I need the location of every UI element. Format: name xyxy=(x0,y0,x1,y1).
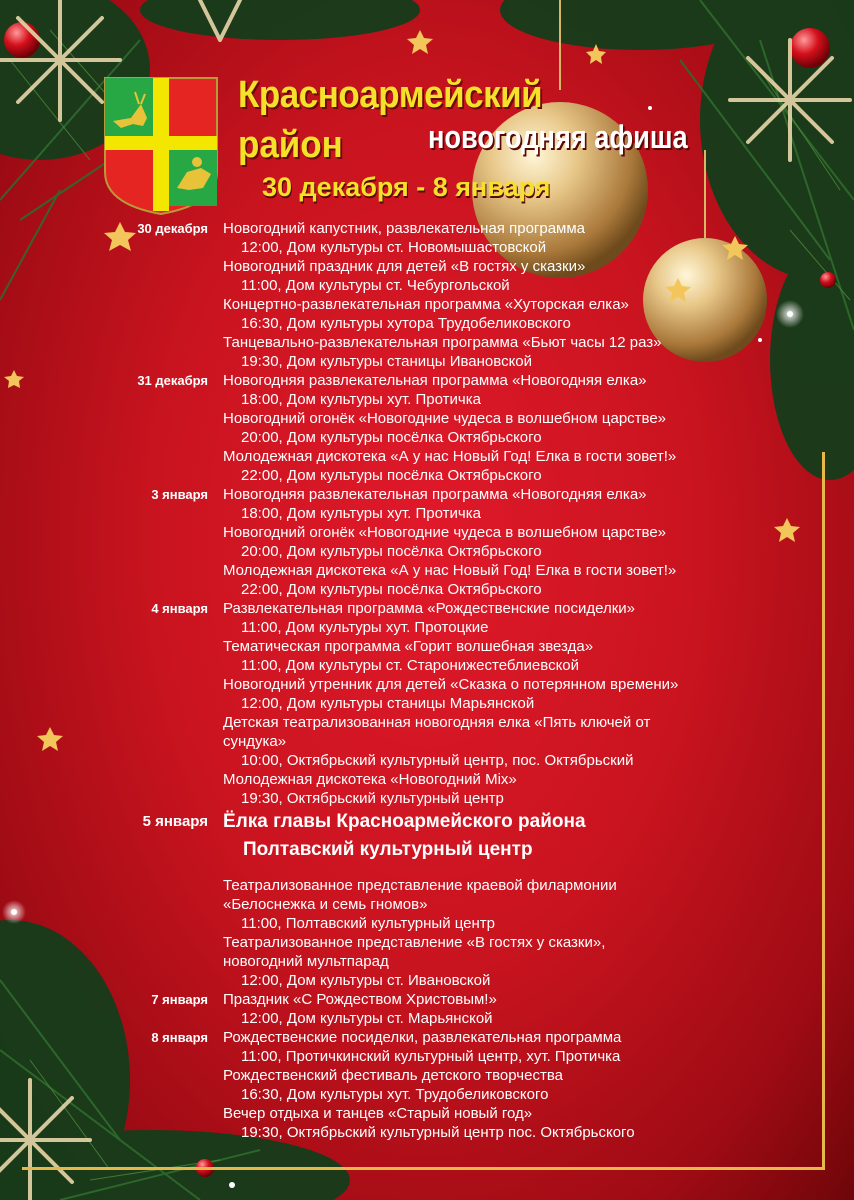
schedule-line xyxy=(0,542,854,561)
highlight-event-title: Ёлка главы Красноармейского района xyxy=(223,811,586,832)
schedule-line xyxy=(0,971,854,990)
district-title-second-line: район xyxy=(238,124,343,166)
event-time-venue: 18:00, Дом культуры хут. Протичка xyxy=(241,505,481,522)
schedule-line xyxy=(0,409,854,428)
schedule-line xyxy=(0,523,854,542)
schedule-line xyxy=(0,466,854,485)
schedule-line xyxy=(0,876,854,895)
event-time-venue: 11:00, Полтавский культурный центр xyxy=(241,915,496,932)
event-title: Новогодняя развлекательная программа «Новогодняя елка» xyxy=(223,486,647,503)
schedule-line xyxy=(0,561,854,580)
schedule-line xyxy=(0,990,854,1009)
event-time-venue: 16:30, Дом культуры хут. Трудобеликовского xyxy=(241,1086,549,1103)
event-time-venue: 12:00, Дом культуры ст. Ивановской xyxy=(241,972,491,989)
schedule-line xyxy=(0,1104,854,1123)
event-title: Детская театрализованная новогодняя елка «Пять ключей от xyxy=(223,714,651,731)
event-time-venue: 22:00, Дом культуры посёлка Октябрьского xyxy=(241,467,542,484)
event-title: Новогодняя развлекательная программа «Новогодняя елка» xyxy=(223,372,647,389)
event-title: Новогодний огонёк «Новогодние чудеса в волшебном царстве» xyxy=(223,410,667,427)
schedule-line xyxy=(0,895,854,914)
schedule-line xyxy=(0,656,854,675)
event-title-continued: сундука» xyxy=(223,733,287,750)
schedule-line xyxy=(0,257,854,276)
schedule-line xyxy=(0,694,854,713)
schedule-line xyxy=(0,428,854,447)
schedule-line xyxy=(0,333,854,352)
schedule-line xyxy=(0,352,854,371)
schedule-line xyxy=(0,447,854,466)
event-title-continued: новогодний мультпарад xyxy=(223,953,389,970)
event-title: Новогодний огонёк «Новогодние чудеса в волшебном царстве» xyxy=(223,524,667,541)
schedule-line xyxy=(0,295,854,314)
day-label: 30 декабря xyxy=(137,221,208,236)
schedule-line xyxy=(0,1028,854,1047)
event-title: Театрализованное представление «В гостях у сказки», xyxy=(223,934,606,951)
event-title-continued: «Белоснежка и семь гномов» xyxy=(223,896,428,913)
event-title: Развлекательная программа «Рождественские посиделки» xyxy=(223,600,636,617)
event-time-venue: 20:00, Дом культуры посёлка Октябрьского xyxy=(241,429,542,446)
schedule-line xyxy=(0,933,854,952)
event-time-venue: 12:00, Дом культуры ст. Новомышастовской xyxy=(241,239,547,256)
day-label: 7 января xyxy=(151,992,208,1007)
event-time-venue: 11:00, Протичкинский культурный центр, хут. Протичка xyxy=(241,1048,621,1065)
highlight-line xyxy=(0,836,854,864)
day-label: 8 января xyxy=(151,1030,208,1045)
schedule-line xyxy=(0,276,854,295)
schedule-line xyxy=(0,675,854,694)
highlight-event-venue: Полтавский культурный центр xyxy=(243,839,533,860)
district-title: Красноармейский xyxy=(238,74,543,116)
event-time-venue: 11:00, Дом культуры хут. Протоцкие xyxy=(241,619,489,636)
schedule-line xyxy=(0,219,854,238)
schedule-line xyxy=(0,314,854,333)
schedule-line xyxy=(0,1066,854,1085)
event-title: Театрализованное представление краевой филармонии xyxy=(223,877,617,894)
schedule-line xyxy=(0,1123,854,1142)
schedule-line xyxy=(0,1047,854,1066)
event-title: Новогодний капустник, развлекательная программа xyxy=(223,220,586,237)
schedule-line xyxy=(0,485,854,504)
event-title: Новогодний праздник для детей «В гостях у сказки» xyxy=(223,258,586,275)
event-time-venue: 19:30, Октябрьский культурный центр пос. Октябрьского xyxy=(241,1124,635,1141)
schedule-line xyxy=(0,732,854,751)
schedule-line xyxy=(0,637,854,656)
schedule xyxy=(0,219,854,1142)
day-label: 4 января xyxy=(151,601,208,616)
event-time-venue: 11:00, Дом культуры ст. Старонижестеблиевской xyxy=(241,657,580,674)
event-title: Вечер отдыха и танцев «Старый новый год» xyxy=(223,1105,533,1122)
event-title: Тематическая программа «Горит волшебная звезда» xyxy=(223,638,594,655)
day-label: 5 января xyxy=(142,813,208,830)
event-time-venue: 22:00, Дом культуры посёлка Октябрьского xyxy=(241,581,542,598)
event-time-venue: 19:30, Октябрьский культурный центр xyxy=(241,790,504,807)
event-time-venue: 10:00, Октябрьский культурный центр, пос. Октябрьский xyxy=(241,752,634,769)
schedule-line xyxy=(0,371,854,390)
event-time-venue: 12:00, Дом культуры ст. Марьянской xyxy=(241,1010,493,1027)
event-title: Молодежная дискотека «А у нас Новый Год! Елка в гости зовет!» xyxy=(223,562,677,579)
schedule-line xyxy=(0,1085,854,1104)
schedule-line xyxy=(0,914,854,933)
event-time-venue: 16:30, Дом культуры хутора Трудобеликовского xyxy=(241,315,571,332)
event-time-venue: 19:30, Дом культуры станицы Ивановской xyxy=(241,353,533,370)
event-title: Молодежная дискотека «А у нас Новый Год! Елка в гости зовет!» xyxy=(223,448,677,465)
schedule-line xyxy=(0,770,854,789)
date-range: 30 декабря - 8 января xyxy=(262,172,551,202)
event-title: Танцевально-развлекательная программа «Бьют часы 12 раз» xyxy=(223,334,662,351)
event-title: Рождественские посиделки, развлекательная программа xyxy=(223,1029,622,1046)
schedule-line xyxy=(0,751,854,770)
schedule-line xyxy=(0,1009,854,1028)
schedule-line xyxy=(0,580,854,599)
coat-of-arms-icon xyxy=(103,76,219,216)
day-label: 3 января xyxy=(151,487,208,502)
schedule-line xyxy=(0,599,854,618)
day-label: 31 декабря xyxy=(137,373,208,388)
event-time-venue: 12:00, Дом культуры станицы Марьянской xyxy=(241,695,535,712)
event-title: Рождественский фестиваль детского творчества xyxy=(223,1067,563,1084)
event-title: Концертно-развлекательная программа «Хуторская елка» xyxy=(223,296,629,313)
schedule-line xyxy=(0,713,854,732)
event-time-venue: 18:00, Дом культуры хут. Протичка xyxy=(241,391,481,408)
schedule-line xyxy=(0,238,854,257)
schedule-line xyxy=(0,390,854,409)
event-title: Молодежная дискотека «Новогодний Mix» xyxy=(223,771,517,788)
highlight-line xyxy=(0,808,854,836)
event-time-venue: 20:00, Дом культуры посёлка Октябрьского xyxy=(241,543,542,560)
schedule-line xyxy=(0,952,854,971)
schedule-line xyxy=(0,618,854,637)
poster-subtitle: новогодняя афиша xyxy=(428,119,688,155)
event-title: Праздник «С Рождеством Христовым!» xyxy=(223,991,497,1008)
schedule-line xyxy=(0,504,854,523)
event-time-venue: 11:00, Дом культуры ст. Чебургольской xyxy=(241,277,510,294)
event-title: Новогодний утренник для детей «Сказка о потерянном времени» xyxy=(223,676,679,693)
schedule-line xyxy=(0,789,854,808)
